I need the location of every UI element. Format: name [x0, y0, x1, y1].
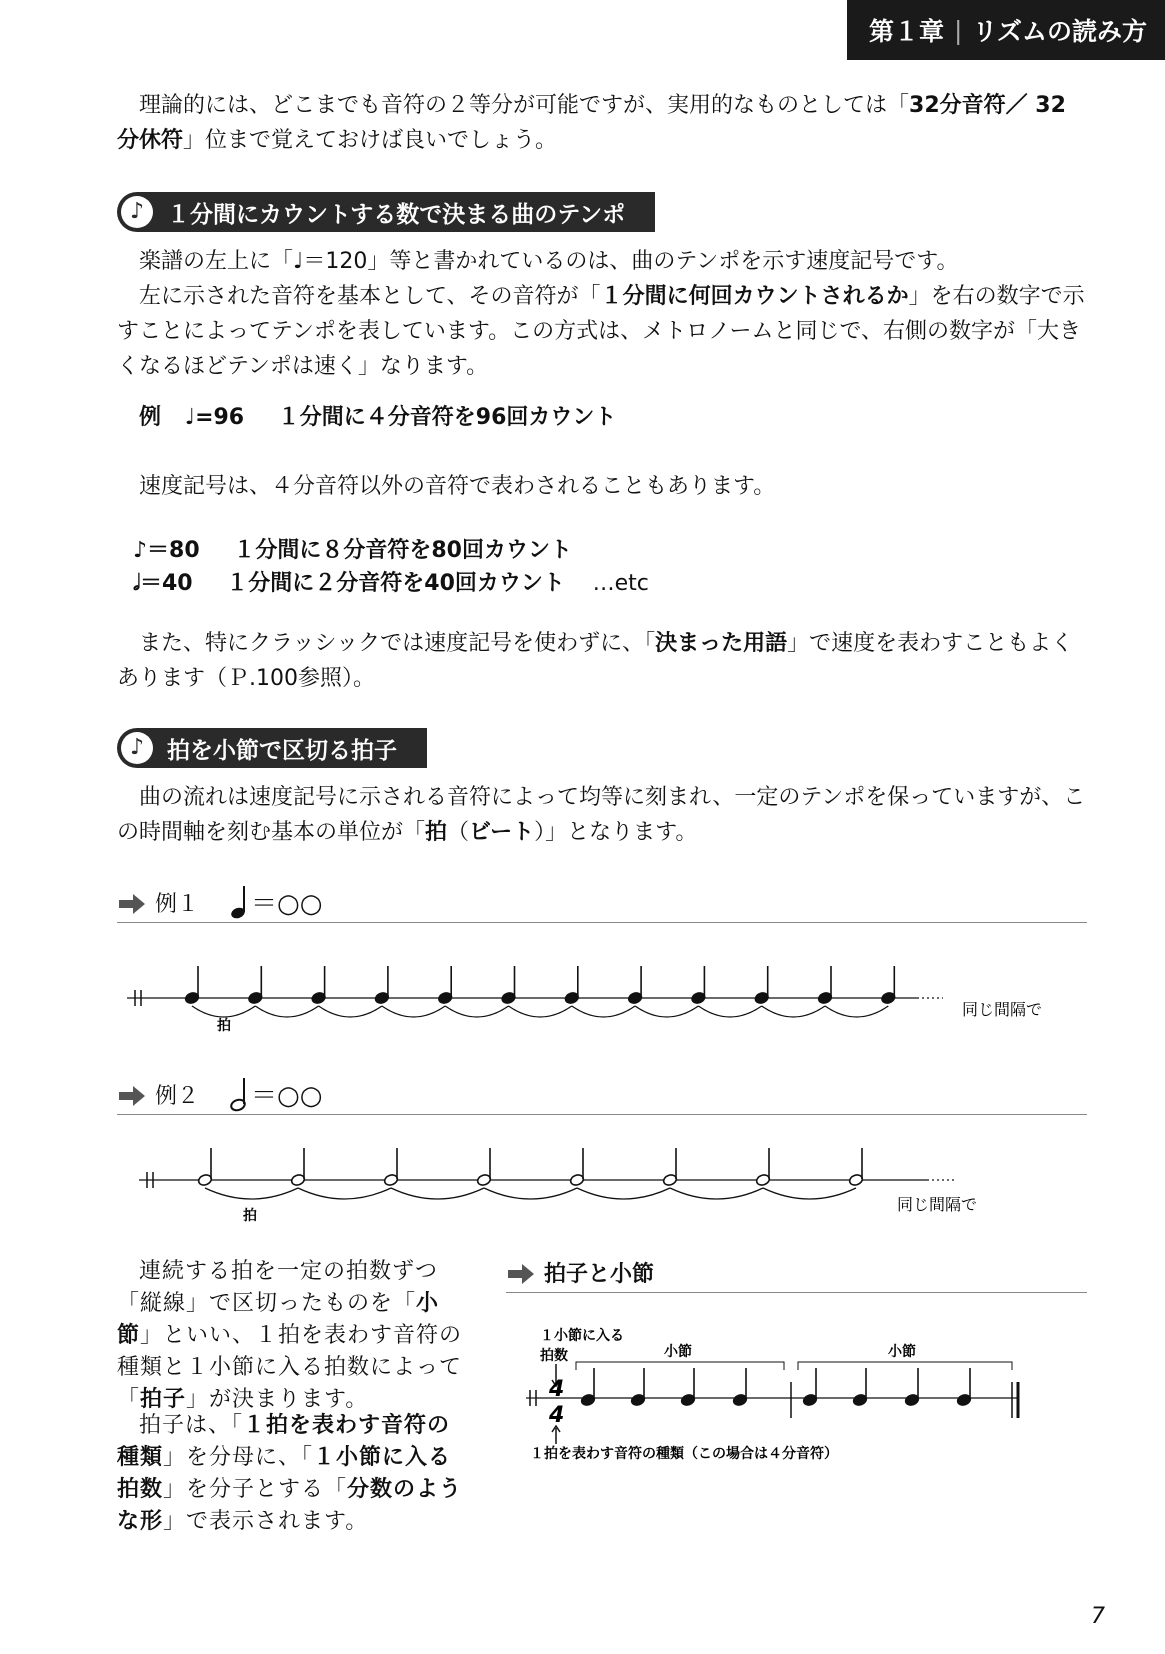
quarter-note	[184, 966, 199, 1005]
quarter-note	[437, 966, 452, 1005]
beat-arc	[763, 1188, 856, 1199]
arrow-icon	[117, 892, 147, 916]
note-icon: ♪	[121, 732, 153, 764]
quarter-note	[248, 966, 263, 1005]
tempo-value: ＝○○	[251, 889, 323, 919]
beat-arc	[255, 1006, 318, 1017]
half-note	[755, 1148, 770, 1187]
meter-box-header	[506, 1252, 1087, 1293]
beat-arc	[192, 1006, 255, 1017]
example-label: 例	[139, 405, 162, 430]
header-separator: |	[954, 15, 963, 45]
beat-arc	[635, 1006, 698, 1017]
quarter-note	[311, 966, 326, 1005]
example-label: 例１	[155, 892, 200, 917]
beat-arc	[484, 1188, 577, 1199]
example-1-header	[117, 882, 1087, 923]
quarter-note	[564, 966, 579, 1005]
quarter-note	[881, 966, 896, 1005]
beat-arc	[572, 1006, 635, 1017]
quarter-note	[630, 1368, 645, 1407]
beat-label: 拍	[217, 1018, 231, 1034]
chapter-title: リズムの読み方	[972, 17, 1147, 46]
measure-label: 小節	[888, 1344, 916, 1360]
beats-per-measure-label: 拍数	[540, 1348, 568, 1364]
quarter-note	[732, 1368, 747, 1407]
page-number: 7	[1091, 1604, 1105, 1629]
arrow-icon	[117, 1084, 147, 1108]
quarter-note	[501, 966, 516, 1005]
quarter-note	[680, 1368, 695, 1407]
same-interval-label: 同じ間隔で	[962, 1000, 1043, 1019]
half-note	[569, 1148, 584, 1187]
tempo-list-item: 𝅗𝅥＝40 １分間に２分音符を40回カウント …etc	[133, 571, 649, 596]
quarter-note	[627, 966, 642, 1005]
tempo-paragraph-3: 速度記号は、４分音符以外の音符で表わされることもあります。	[139, 474, 776, 499]
tempo-list-item: ♪＝80 １分間に８分音符を80回カウント	[133, 538, 572, 563]
quarter-note	[754, 966, 769, 1005]
intro-paragraph: 理論的には、どこまでも音符の２等分が可能ですが、実用的なものとしては「32分音符／ 32分休符」位まで覚えておけば良いでしょう。	[117, 93, 1066, 153]
tempo-value: ＝○○	[251, 1081, 323, 1111]
quarter-note	[802, 1368, 817, 1407]
meter-paragraph-1: 曲の流れは速度記号に示される音符によって均等に刻まれ、一定のテンポを保っていますが、この時間軸を刻む基本の単位が「拍（ビート）」となります。	[117, 785, 1086, 845]
chapter-header	[847, 0, 1165, 60]
tempo-example	[117, 400, 1109, 435]
quarter-note-icon	[229, 884, 251, 920]
tempo-paragraph-2: 左に示された音符を基本として、その音符が「１分間に何回カウントされるか」を右の数字で示すことによってテンポを表しています。この方式は、メトロノームと同じで、右側の数字が「大きくなるほどテンポは速く」なります。	[117, 284, 1085, 379]
meter-paragraph-3: 拍子は、「１拍を表わす音符の種類」を分母に、「１小節に入る拍数」を分子とする「分数のような形」で表示されます。	[117, 1413, 463, 1534]
beat-arc	[382, 1006, 445, 1017]
section-heading-meter	[117, 728, 427, 768]
beat-arc	[762, 1006, 825, 1017]
meter-diagram	[506, 1300, 1087, 1480]
beat-arc	[825, 1006, 888, 1017]
half-note	[848, 1148, 863, 1187]
beat-label: 拍	[243, 1208, 257, 1224]
half-note	[662, 1148, 677, 1187]
tempo-paragraph-4: また、特にクラッシックでは速度記号を使わずに、「決まった用語」で速度を表わすこともよくあります（Ｐ.100参照）。	[117, 631, 1074, 691]
quarter-note	[691, 966, 706, 1005]
heading-text: １分間にカウントする数で決まる曲のテンポ	[167, 201, 626, 228]
half-note	[383, 1148, 398, 1187]
note-icon: ♪	[121, 196, 153, 228]
beat-arc	[509, 1006, 572, 1017]
same-interval-label: 同じ間隔で	[897, 1195, 978, 1214]
beat-arc	[319, 1006, 382, 1017]
time-signature-denominator: 4	[549, 1403, 565, 1428]
beat-arc	[391, 1188, 484, 1199]
beat-arc	[698, 1006, 761, 1017]
example-description: １分間に４分音符を96回カウント	[277, 405, 617, 430]
quarter-note	[852, 1368, 867, 1407]
example-2-header	[117, 1074, 1087, 1115]
meter-box-title: 拍子と小節	[544, 1262, 655, 1287]
half-note-icon	[229, 1076, 251, 1112]
half-note	[476, 1148, 491, 1187]
quarter-note	[817, 966, 832, 1005]
chapter-number: 第１章	[869, 17, 945, 46]
half-note	[290, 1148, 305, 1187]
quarter-note	[956, 1368, 971, 1407]
beat-arc	[670, 1188, 763, 1199]
beat-arc	[445, 1006, 508, 1017]
half-note	[197, 1148, 212, 1187]
beat-arc	[298, 1188, 391, 1199]
beats-per-measure-label: １小節に入る	[540, 1328, 624, 1344]
meter-paragraph-2: 連続する拍を一定の拍数ずつ「縦線」で区切ったものを「小節」といい、１拍を表わす音符の種類と１小節に入る拍数によって「拍子」が決まります。	[117, 1259, 463, 1412]
time-signature-numerator: 4	[549, 1377, 565, 1402]
heading-text: 拍を小節で区切る拍子	[167, 737, 397, 764]
note-type-label: １拍を表わす音符の種類（この場合は４分音符）	[530, 1446, 838, 1462]
measure-label: 小節	[664, 1344, 692, 1360]
example-tempo: ♩=96	[184, 405, 245, 430]
example-1-beat-diagram	[117, 950, 1087, 1040]
beat-arc	[205, 1188, 298, 1199]
section-heading-tempo	[117, 192, 655, 232]
quarter-note	[580, 1368, 595, 1407]
quarter-note	[904, 1368, 919, 1407]
tempo-paragraph-1: 楽譜の左上に「♩＝120」等と書かれているのは、曲のテンポを示す速度記号です。	[139, 249, 959, 274]
quarter-note	[374, 966, 389, 1005]
example-label: 例２	[155, 1084, 200, 1109]
beat-arc	[577, 1188, 670, 1199]
example-2-beat-diagram	[117, 1140, 1087, 1230]
arrow-icon	[506, 1262, 536, 1286]
